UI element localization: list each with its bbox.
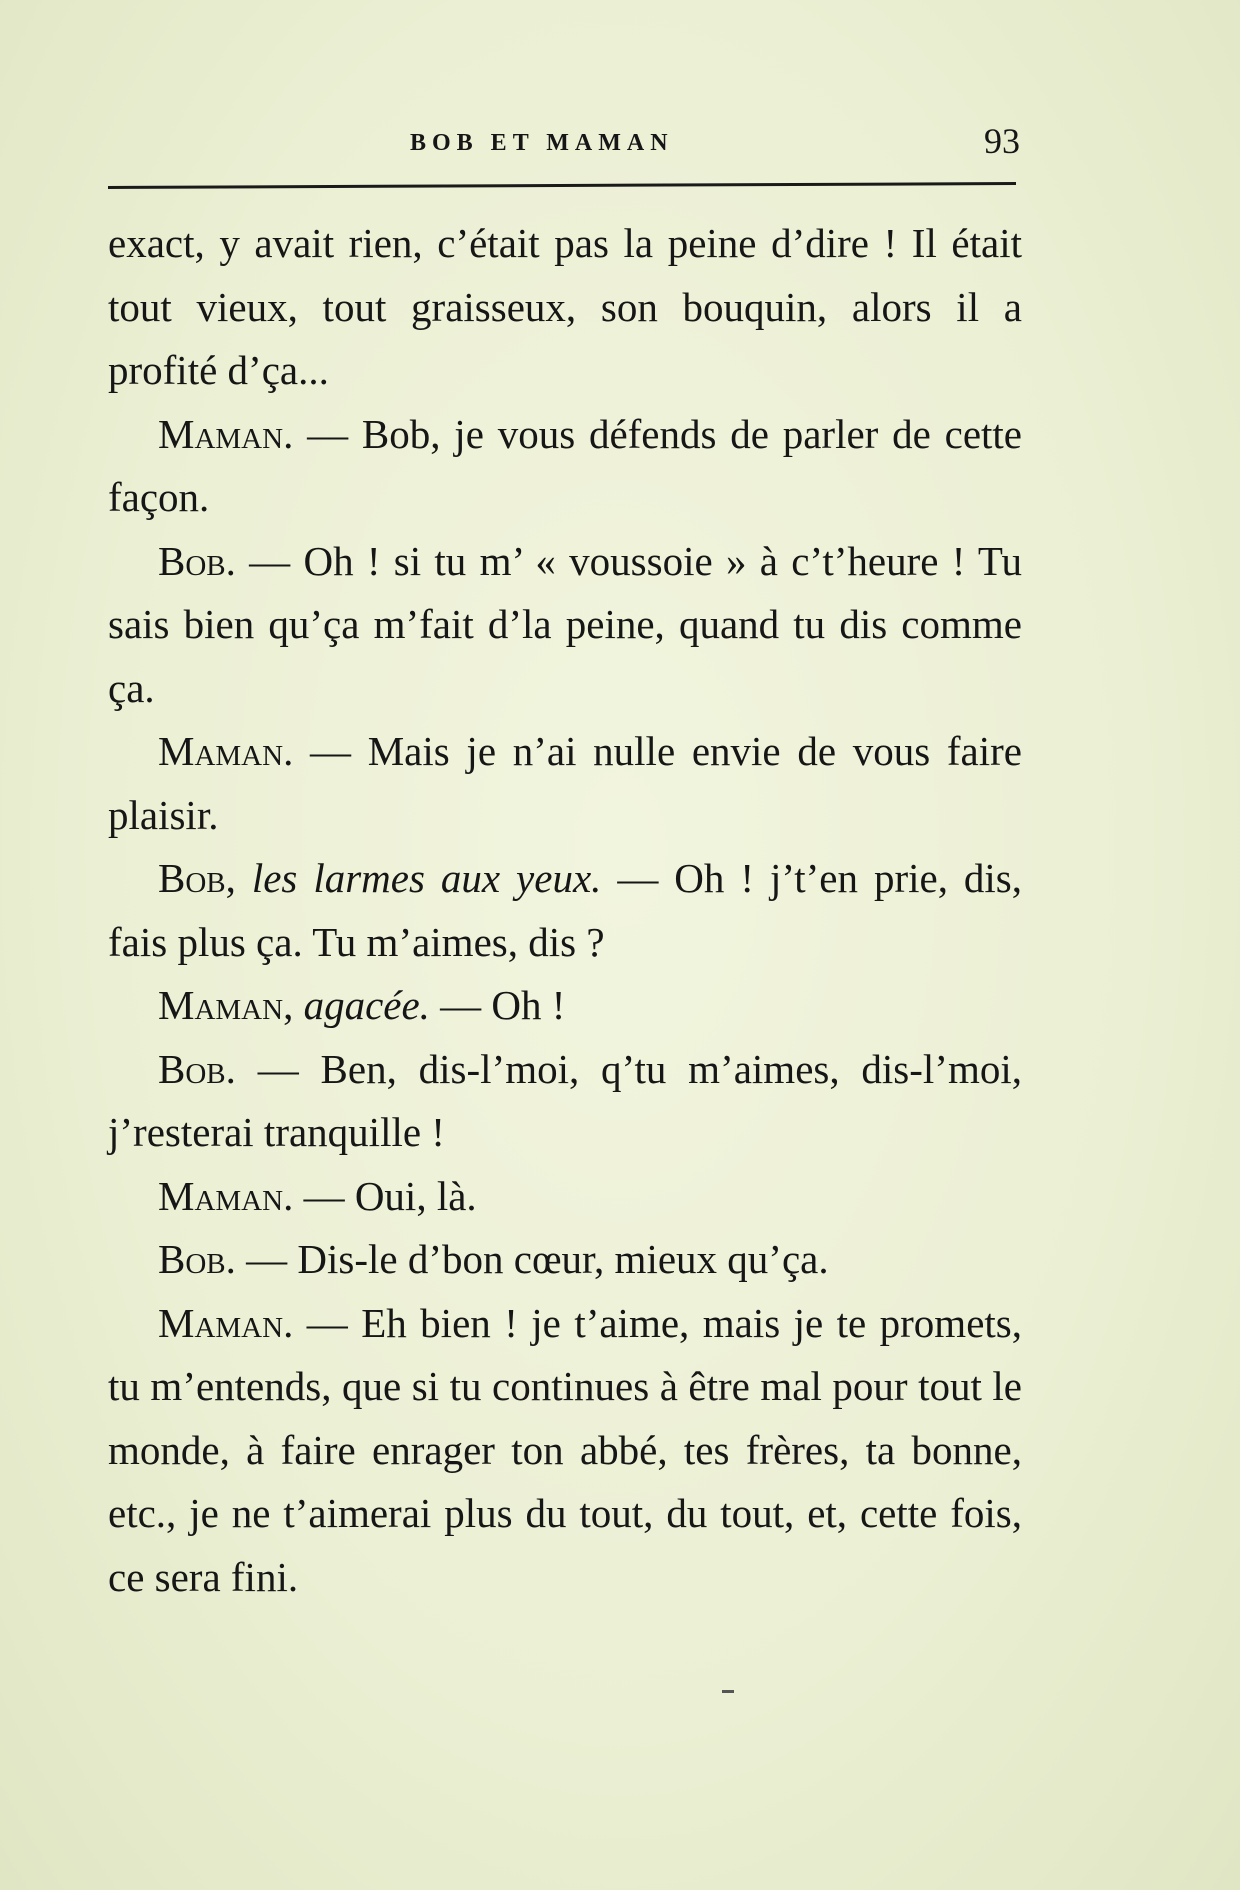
speaker-name: Maman. xyxy=(158,728,294,774)
dialogue-line xyxy=(108,1292,1022,1610)
dialogue-line xyxy=(108,720,1022,847)
dialogue-line xyxy=(108,1165,1022,1229)
speaker-name: Maman, xyxy=(158,982,294,1028)
speaker-name: Bob. xyxy=(158,1236,236,1282)
dialogue-line xyxy=(108,974,1022,1038)
dialogue-line xyxy=(108,403,1022,530)
dialogue-text: — Mais je n’ai nulle envie de vous faire plaisir. xyxy=(108,728,1022,838)
dialogue-text: — Oh ! j’t’en prie, dis, fais plus ça. Tu m’aimes, dis ? xyxy=(108,855,1022,965)
speaker-name: Bob. xyxy=(158,1045,236,1092)
end-mark xyxy=(722,1690,734,1693)
speaker-name: Maman. xyxy=(158,410,294,457)
dialogue-text: — Dis-le d’bon cœur, mieux qu’ça. xyxy=(235,1236,829,1282)
dialogue-text: — Eh bien ! je t’aime, mais je te promets, tu m’entends, que si tu continues à être mal pour tout le monde, à faire enrager ton abbé, tes frères, ta bonne, etc., je ne t’aimerai plus du tout, du tout, et, cette fois, ce sera fini. xyxy=(108,1299,1022,1600)
dialogue-line xyxy=(108,1228,1022,1292)
speaker-name: Maman. xyxy=(158,1172,294,1219)
stage-direction: les larmes aux yeux. xyxy=(251,855,602,901)
running-title: BOB ET MAMAN xyxy=(410,130,674,156)
dialogue-line xyxy=(108,1038,1022,1165)
header-rule xyxy=(108,182,1016,189)
running-head xyxy=(110,122,1020,172)
dialogue-line xyxy=(108,530,1022,721)
body-text xyxy=(108,212,1022,1609)
dialogue-line xyxy=(108,847,1022,974)
speaker-name: Maman. xyxy=(158,1299,294,1346)
page-number: 93 xyxy=(984,121,1020,161)
dialogue-text: — Oh ! xyxy=(429,982,566,1028)
speaker-name: Bob, xyxy=(158,855,236,901)
dialogue-text: — Ben, dis-l’moi, q’tu m’aimes, dis-l’moi, j’resterai tranquille ! xyxy=(108,1045,1022,1155)
stage-direction: agacée. xyxy=(303,982,430,1028)
paragraph-continuation: exact, y avait rien, c’était pas la peine d’dire ! Il était tout vieux, tout graisseux, son bouquin, alors il a profité d’ça... xyxy=(108,220,1022,393)
speaker-name: Bob. xyxy=(158,537,236,584)
dialogue-text: — Bob, je vous défends de parler de cette façon. xyxy=(108,410,1022,520)
dialogue-text: — Oui, là. xyxy=(293,1172,477,1219)
dialogue-text: — Oh ! si tu m’ « voussoie » à c’t’heure ! Tu sais bien qu’ça m’fait d’la peine, quand tu dis comme ça. xyxy=(108,537,1022,711)
